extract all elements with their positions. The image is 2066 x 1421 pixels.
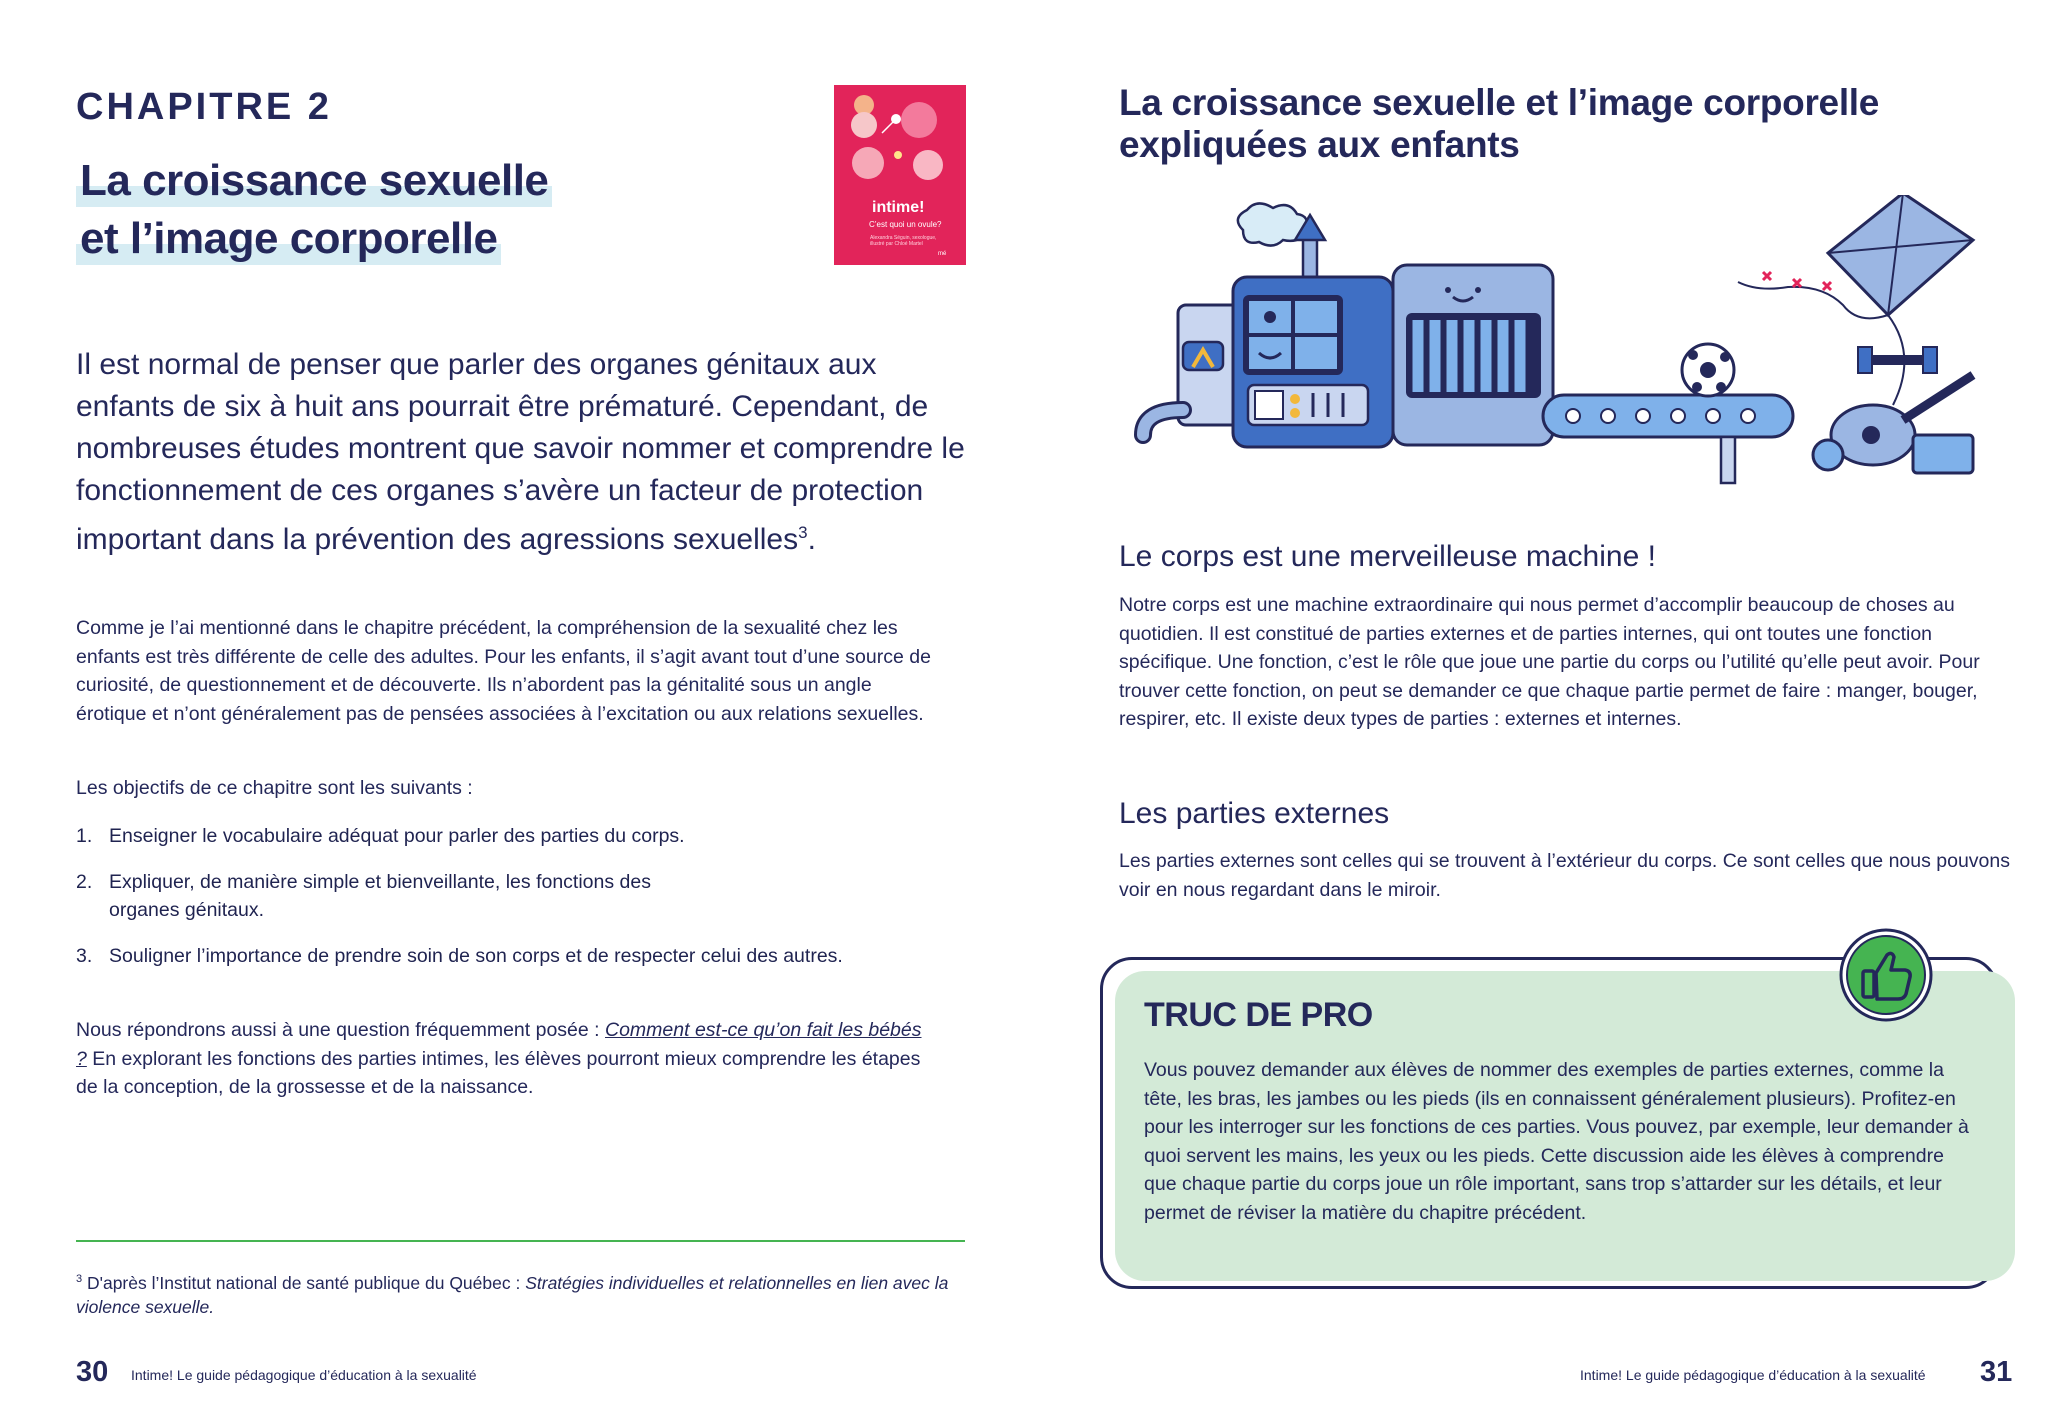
list-item [76,822,699,851]
running-head: Intime! Le guide pédagogique d’éducation à la sexualité [131,1367,477,1383]
footnote-number: 3 [76,1273,83,1285]
chapter-title-line1: La croissance sexuelle [76,155,552,207]
page-number: 30 [76,1356,109,1388]
cover-publisher: mé [938,251,947,257]
machine-illustration [1123,195,1983,495]
footnote [76,1267,956,1319]
list-item [76,942,956,971]
objectives-intro: Les objectifs de ce chapitre sont les suivants : [76,777,473,799]
list-item-number: 1. [76,825,93,847]
conclusion-start: Nous répondrons aussi à une question fréquemment posée : [76,1019,605,1041]
chapter-title-line2: et l’image corporelle [76,213,501,265]
list-item-text: Expliquer, de manière simple et bienveillante, les fonctions des organes génitaux. [109,870,651,922]
footnote-source-title: Stratégies individuelles et relationnelles en lien avec la violence sexuelle. [76,1272,949,1317]
question-link[interactable]: Comment est-ce qu’on fait les bébés ? [76,1019,922,1070]
footnote-ref[interactable]: 3 [798,523,808,542]
objectives-list [76,822,956,987]
conclusion-end: En explorant les fonctions des parties intimes, les élèves pourront mieux comprendre les étapes de la conception, de la grossesse et de la naissance. [76,1047,921,1099]
tip-text: Vous pouvez demander aux élèves de nommer des exemples de parties externes, comme la tête, les bras, les jambes ou les pieds (ils en connaissent généralement plusieurs). Profitez-en pour les interroger sur les fonctions de ces parties. Vous pouvez, par exemple, leur demander à quoi servent les mains, les yeux ou les pieds. Cette discussion aide les élèves à comprendre que chaque partie du corps joue un rôle important, sans trop s’attarder sur les détails, et leur permet de réviser la matière du chapitre précédent. [1144,1059,1969,1224]
right-page [1033,0,2066,1421]
page-number: 31 [1980,1356,2013,1388]
footnote-divider [76,1240,965,1242]
lead-text: Il est normal de penser que parler des organes génitaux aux enfants de six à huit ans pourrait être prématuré. Cependant, de nombreuses études montrent que savoir nommer et comprendre le fonctionnement de ces organes s’avère un facteur de protection important dans la prévention des agressions sexuelles [76,348,965,556]
running-head: Intime! Le guide pédagogique d’éducation à la sexualité [1580,1367,1926,1383]
external-parts-paragraph: Les parties externes sont celles qui se trouvent à l’extérieur du corps. Ce sont celles que nous pouvons voir en nous regardant dans le miroir. [1119,850,2011,901]
cover-subtitle: C’est quoi un ovule? [869,220,942,229]
list-item-number: 3. [76,944,93,967]
lead-end: . [807,523,816,556]
list-item-text: Enseigner le vocabulaire adéquat pour parler des parties du corps. [109,825,685,847]
list-item [76,868,709,925]
heading-external-parts: Les parties externes [1119,797,1390,830]
conclusion-paragraph [76,1016,936,1102]
footnote-text: D'après l’Institut national de santé publique du Québec : [82,1272,526,1293]
lead-paragraph [76,344,976,561]
chapter-label: CHAPITRE 2 [76,86,332,128]
book-cover-image [834,85,966,265]
list-item-number: 2. [76,870,93,893]
tip-title: TRUC DE PRO [1144,996,1373,1034]
cover-brand: intime! [872,199,925,216]
list-item-text: Souligner l’importance de prendre soin de son corps et de respecter celui des autres. [109,944,843,967]
section-title: La croissance sexuelle et l’image corporelle expliquées aux enfants [1119,82,1880,165]
body-machine-paragraph: Notre corps est une machine extraordinaire qui nous permet d’accomplir beaucoup de choses au quotidien. Il est constitué de parties externes et de parties internes, qui ont toutes une fonction spécifique. Une fonction, c’est le rôle que joue une partie du corps ou l’utilité qu’elle peut avoir. Pour trouver cette fonction, on peut se demander ce que chaque partie permet de faire : manger, bouger, respirer, etc. Il existe deux types de parties : externes et internes. [1119,594,1980,731]
cover-authors: Alexandra Séguin, sexologue, illustré par Chloé Martel [870,235,937,247]
heading-body-machine: Le corps est une merveilleuse machine ! [1119,540,1656,573]
intro-paragraph: Comme je l’ai mentionné dans le chapitre précédent, la compréhension de la sexualité chez les enfants est très différente de celle des adultes. Pour les enfants, il s’agit avant tout d’une source de curiosité, de questionnement et de découverte. Ils n’abordent pas la génitalité sous un angle érotique et n’ont généralement pas de pensées associées à l’excitation ou aux relations sexuelles. [76,617,931,725]
thumbs-up-icon [1838,927,1934,1023]
